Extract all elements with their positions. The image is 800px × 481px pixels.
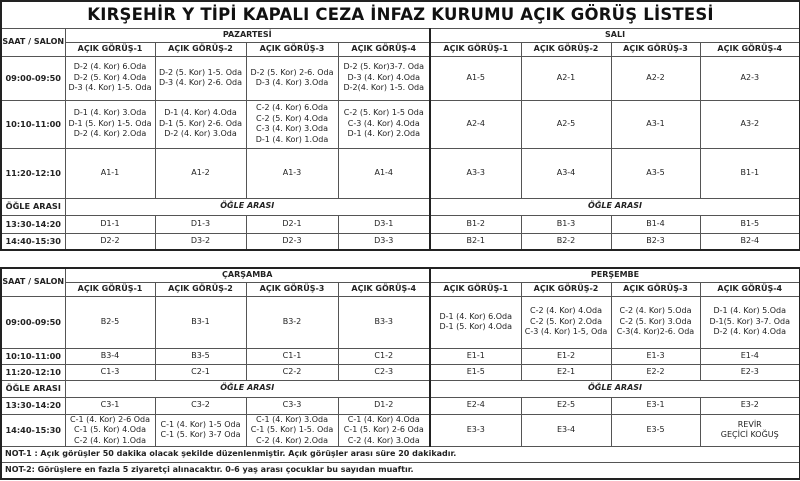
time-slot: 09:00-09:50 xyxy=(1,56,65,100)
schedule-cell xyxy=(430,364,521,380)
schedule-row xyxy=(1,364,800,380)
day-header: ÇARŞAMBA xyxy=(65,268,430,282)
time-slot: 13:30-14:20 xyxy=(1,397,65,414)
schedule-cell xyxy=(611,56,700,100)
schedule-cell xyxy=(521,296,611,348)
schedule-cell xyxy=(65,100,155,148)
room-header: AÇIK GÖRÜŞ-3 xyxy=(246,282,338,296)
cell-line: D2-3 xyxy=(282,236,302,245)
room-header: AÇIK GÖRÜŞ-2 xyxy=(521,42,611,56)
page-title: KIRŞEHİR Y TİPİ KAPALI CEZA İNFAZ KURUMU AÇIK GÖRÜŞ LİSTESİ xyxy=(1,1,800,28)
cell-line: C1-1 xyxy=(282,350,302,360)
cell-line: B2-5 xyxy=(100,316,120,326)
cell-line: E1-3 xyxy=(646,350,665,360)
cell-line: C-1 (5. Kor) 4.Oda xyxy=(73,425,146,434)
cell-line: B3-5 xyxy=(191,350,210,360)
schedule-cell xyxy=(155,414,246,447)
schedule-cell xyxy=(611,414,700,447)
cell-line: C2-1 xyxy=(191,366,210,376)
schedule-cell xyxy=(65,233,155,250)
room-header: AÇIK GÖRÜŞ-1 xyxy=(65,42,155,56)
schedule-cell xyxy=(338,348,430,364)
time-slot: 11:20-12:10 xyxy=(1,364,65,380)
day-header: SALI xyxy=(430,28,800,42)
room-header: AÇIK GÖRÜŞ-1 xyxy=(430,282,521,296)
room-header: AÇIK GÖRÜŞ-3 xyxy=(611,282,700,296)
schedule-cell xyxy=(338,215,430,233)
cell-line: C2-3 xyxy=(374,366,394,376)
schedule-cell xyxy=(246,397,338,414)
room-header-row xyxy=(1,42,800,56)
schedule-cell xyxy=(521,56,611,100)
cell-line: B1-4 xyxy=(646,218,665,228)
schedule-cell xyxy=(246,414,338,447)
schedule-cell xyxy=(430,100,521,148)
cell-line: D-1 (5. Kor) 1-5. Oda xyxy=(68,118,152,128)
cell-line: C-3 (4. Kor) 4.Oda xyxy=(347,118,420,128)
schedule-cell xyxy=(338,364,430,380)
cell-line: A1-3 xyxy=(282,167,302,177)
schedule-cell xyxy=(155,364,246,380)
schedule-cell xyxy=(700,148,800,198)
day-header: PAZARTESİ xyxy=(65,28,430,42)
schedule-cell xyxy=(155,100,246,148)
schedule-cell xyxy=(521,215,611,233)
cell-line: D-2 (4. Kor) 2.Oda xyxy=(73,129,147,139)
schedule-row xyxy=(1,56,800,100)
schedule-cell xyxy=(611,364,700,380)
schedule-cell xyxy=(611,296,700,348)
schedule-cell xyxy=(521,414,611,447)
cell-line: D-3 (4. Kor) 2-6. Oda xyxy=(158,78,243,87)
lunch-row xyxy=(1,198,800,215)
schedule-cell xyxy=(246,364,338,380)
note-row xyxy=(1,463,800,479)
schedule-table-wednesday-thursday xyxy=(0,267,800,480)
schedule-cell xyxy=(338,414,430,447)
cell-line: D-1 (4. Kor) 2.Oda xyxy=(347,129,421,139)
cell-line: D-1 (4. Kor) 6.Oda xyxy=(439,311,513,321)
cell-line: C-1 (4. Kor) 1-5 Oda xyxy=(160,419,241,429)
cell-line: A1-4 xyxy=(374,167,394,177)
cell-line: B1-1 xyxy=(740,167,760,177)
schedule-cell xyxy=(611,233,700,250)
schedule-cell xyxy=(700,414,800,447)
cell-line: B3-4 xyxy=(100,350,120,360)
schedule-cell xyxy=(246,348,338,364)
note-row xyxy=(1,447,800,463)
cell-line: D2-2 xyxy=(100,236,120,245)
title-row xyxy=(1,1,800,28)
cell-line: A3-5 xyxy=(646,167,665,177)
cell-line: D-1 (4. Kor) 3.Oda xyxy=(73,108,147,118)
cell-line: B3-3 xyxy=(374,316,394,326)
schedule-cell xyxy=(155,348,246,364)
schedule-cell xyxy=(430,233,521,250)
day-header-row xyxy=(1,268,800,282)
cell-line: A3-4 xyxy=(556,167,576,177)
cell-line: D-1 (4. Kor) 5.Oda xyxy=(713,306,787,316)
cell-line: A3-2 xyxy=(740,118,760,128)
schedule-row xyxy=(1,414,800,447)
room-header: AÇIK GÖRÜŞ-4 xyxy=(338,42,430,56)
day-header-row xyxy=(1,28,800,42)
cell-line: C-2 (4. Kor) 5.Oda xyxy=(619,306,692,316)
schedule-cell xyxy=(246,215,338,233)
cell-line: A2-5 xyxy=(556,118,576,128)
schedule-cell xyxy=(65,215,155,233)
lunch-label: ÖĞLE ARASI xyxy=(1,198,65,215)
cell-line: E2-3 xyxy=(740,366,759,376)
cell-line: E2-4 xyxy=(466,400,485,410)
time-slot: 13:30-14:20 xyxy=(1,215,65,233)
schedule-row xyxy=(1,296,800,348)
schedule-cell xyxy=(246,148,338,198)
schedule-cell xyxy=(700,233,800,250)
day-header: PERŞEMBE xyxy=(430,268,800,282)
cell-line: B1-3 xyxy=(556,218,576,228)
room-header: AÇIK GÖRÜŞ-3 xyxy=(246,42,338,56)
schedule-cell xyxy=(338,233,430,250)
cell-line: D-1 (5. Kor) 2-6. Oda xyxy=(158,118,243,128)
schedule-cell xyxy=(65,56,155,100)
time-slot: 10:10-11:00 xyxy=(1,100,65,148)
cell-line: C-1 (4. Kor) 3.Oda xyxy=(255,414,328,424)
schedule-cell xyxy=(700,215,800,233)
lunch-break-cell: ÖĞLE ARASI xyxy=(430,198,800,215)
room-header-row xyxy=(1,282,800,296)
cell-line: E3-4 xyxy=(556,425,576,434)
schedule-cell xyxy=(430,414,521,447)
schedule-row xyxy=(1,233,800,250)
time-slot: 11:20-12:10 xyxy=(1,148,65,198)
schedule-row xyxy=(1,100,800,148)
room-header: AÇIK GÖRÜŞ-2 xyxy=(155,42,246,56)
room-header: AÇIK GÖRÜŞ-3 xyxy=(611,42,700,56)
cell-line: C-1 (5. Kor) 1-5. Oda xyxy=(250,425,334,434)
cell-line: B3-2 xyxy=(282,316,302,326)
schedule-cell xyxy=(700,397,800,414)
schedule-cell xyxy=(338,148,430,198)
schedule-cell xyxy=(65,414,155,447)
cell-line: D-2 (4. Kor) 4.Oda xyxy=(713,327,787,337)
room-header: AÇIK GÖRÜŞ-4 xyxy=(700,282,800,296)
lunch-break-cell: ÖĞLE ARASI xyxy=(65,198,430,215)
cell-line: C-2 (4. Kor) 4.Oda xyxy=(529,306,602,316)
cell-line: B1-5 xyxy=(740,218,760,228)
cell-line: D-2 (5. Kor)3-7. Oda xyxy=(343,62,425,72)
lunch-row xyxy=(1,380,800,397)
schedule-cell xyxy=(155,397,246,414)
schedule-cell xyxy=(155,56,246,100)
room-header: AÇIK GÖRÜŞ-1 xyxy=(65,282,155,296)
cell-line: E3-5 xyxy=(646,425,665,434)
cell-line: D1-3 xyxy=(190,218,211,228)
cell-line: D-1 (4. Kor) 1.Oda xyxy=(255,134,329,144)
schedule-cell xyxy=(430,215,521,233)
schedule-cell xyxy=(338,397,430,414)
cell-line: A3-3 xyxy=(466,167,486,177)
cell-line: B2-2 xyxy=(556,236,576,245)
room-header: AÇIK GÖRÜŞ-4 xyxy=(700,42,800,56)
schedule-cell xyxy=(155,148,246,198)
cell-line: B2-1 xyxy=(466,236,486,245)
cell-line: C-2 (5. Kor) 2.Oda xyxy=(529,316,602,326)
cell-line: D2-1 xyxy=(282,218,302,228)
cell-line: E2-1 xyxy=(556,366,576,376)
note-2: NOT-2: Görüşlere en fazla 5 ziyaretçi alınacaktır. 0-6 yaş arası çocuklar bu sayıdan muaftır. xyxy=(1,463,800,479)
schedule-cell xyxy=(521,233,611,250)
cell-line: C-1 (4. Kor) 2-6 Oda xyxy=(70,414,150,424)
cell-line: B3-1 xyxy=(191,316,210,326)
cell-line: C-1 (4. Kor) 4.Oda xyxy=(347,414,420,424)
room-header: AÇIK GÖRÜŞ-1 xyxy=(430,42,521,56)
schedule-row xyxy=(1,397,800,414)
schedule-cell xyxy=(338,56,430,100)
cell-line: A3-1 xyxy=(646,118,665,128)
time-slot: 14:40-15:30 xyxy=(1,233,65,250)
schedule-cell xyxy=(155,215,246,233)
schedule-cell xyxy=(700,348,800,364)
time-slot: 09:00-09:50 xyxy=(1,296,65,348)
cell-line: D1-1 xyxy=(100,218,120,228)
cell-line: D-2 (4. Kor) 3.Oda xyxy=(164,129,237,139)
note-1: NOT-1 : Açık görüşler 50 dakika olacak şekilde düzenlenmiştir. Açık görüşler arası süre 20 dakikadır. xyxy=(1,447,800,463)
cell-line: C2-2 xyxy=(282,366,302,376)
cell-line: E3-2 xyxy=(740,400,759,410)
saat-salon-header: SAAT / SALON xyxy=(1,268,65,296)
cell-line: A1-5 xyxy=(466,72,486,82)
saat-salon-header: SAAT / SALON xyxy=(1,28,65,56)
cell-line: D-2 (5. Kor) 1-5. Oda xyxy=(158,67,243,77)
schedule-cell xyxy=(521,364,611,380)
cell-line: B2-4 xyxy=(740,236,760,245)
cell-line: C-2 (5. Kor) 4.Oda xyxy=(255,113,328,123)
cell-line: E1-1 xyxy=(466,350,485,360)
cell-line: E1-2 xyxy=(556,350,576,360)
schedule-cell xyxy=(611,215,700,233)
schedule-cell xyxy=(700,296,800,348)
cell-line: C-2 (4. Kor) 2.Oda xyxy=(255,435,328,445)
room-header: AÇIK GÖRÜŞ-2 xyxy=(521,282,611,296)
room-header: AÇIK GÖRÜŞ-4 xyxy=(338,282,430,296)
lunch-break-cell: ÖĞLE ARASI xyxy=(430,380,800,397)
cell-line: C-2 (4. Kor) 3.Oda xyxy=(347,435,420,445)
time-slot: 14:40-15:30 xyxy=(1,414,65,447)
schedule-cell xyxy=(521,148,611,198)
cell-line: D-2 (4. Kor) 6.Oda xyxy=(73,62,147,72)
cell-line: A2-1 xyxy=(556,72,576,82)
schedule-cell xyxy=(521,348,611,364)
cell-line: E2-5 xyxy=(556,400,576,410)
schedule-cell xyxy=(700,364,800,380)
schedule-cell xyxy=(65,348,155,364)
schedule-cell xyxy=(65,364,155,380)
cell-line: C-3(4. Kor)2-6. Oda xyxy=(616,327,695,337)
cell-line: REVİR xyxy=(737,419,762,429)
cell-line: A1-2 xyxy=(191,167,210,177)
cell-line: C-3 (4. Kor) 1-5, Oda xyxy=(524,327,608,337)
schedule-cell xyxy=(338,100,430,148)
cell-line: A1-1 xyxy=(100,167,120,177)
cell-line: C1-2 xyxy=(374,350,394,360)
cell-line: D1-2 xyxy=(374,400,394,410)
schedule-cell xyxy=(430,56,521,100)
cell-line: B2-3 xyxy=(646,236,665,245)
schedule-cell xyxy=(65,296,155,348)
cell-line: A2-2 xyxy=(646,72,665,82)
schedule-cell xyxy=(430,397,521,414)
schedule-cell xyxy=(611,148,700,198)
schedule-cell xyxy=(155,233,246,250)
cell-line: A2-4 xyxy=(466,118,486,128)
time-slot: 10:10-11:00 xyxy=(1,348,65,364)
cell-line: D-2(4. Kor) 1-5. Oda xyxy=(343,83,425,93)
cell-line: E1-5 xyxy=(466,366,485,376)
schedule-cell xyxy=(611,100,700,148)
cell-line: A2-3 xyxy=(740,72,760,82)
cell-line: C-1 (5. Kor) 2-6 Oda xyxy=(343,425,424,434)
cell-line: D-3 (4. Kor) 3.Oda xyxy=(255,78,329,87)
schedule-cell xyxy=(521,100,611,148)
lunch-break-cell: ÖĞLE ARASI xyxy=(65,380,430,397)
schedule-cell xyxy=(521,397,611,414)
cell-line: D3-1 xyxy=(374,218,394,228)
cell-line: C-2 (5. Kor) 3.Oda xyxy=(619,316,692,326)
schedule-cell xyxy=(246,233,338,250)
cell-line: D-1(5. Kor) 3-7. Oda xyxy=(709,316,791,326)
cell-line: D-1 (5. Kor) 4.Oda xyxy=(439,322,513,331)
schedule-cell xyxy=(65,148,155,198)
schedule-cell xyxy=(430,296,521,348)
cell-line: D-2 (5. Kor) 2-6. Oda xyxy=(250,67,334,77)
cell-line: D3-3 xyxy=(374,236,394,245)
schedule-cell xyxy=(700,56,800,100)
cell-line: C3-3 xyxy=(282,400,302,410)
cell-line: GEÇİCİ KOĞUŞ xyxy=(720,430,779,440)
schedule-cell xyxy=(246,100,338,148)
cell-line: C-2 (5. Kor) 1-5 Oda xyxy=(343,108,424,118)
schedule-cell xyxy=(246,296,338,348)
schedule-cell xyxy=(611,348,700,364)
cell-line: C1-3 xyxy=(100,366,120,376)
cell-line: D3-2 xyxy=(190,236,211,245)
schedule-row xyxy=(1,348,800,364)
schedule-cell xyxy=(338,296,430,348)
cell-line: C-2 (4. Kor) 6.Oda xyxy=(255,103,328,112)
schedule-cell xyxy=(700,100,800,148)
schedule-cell xyxy=(430,148,521,198)
cell-line: C3-1 xyxy=(100,400,120,410)
cell-line: B1-2 xyxy=(466,218,486,228)
cell-line: E3-1 xyxy=(646,400,665,410)
schedule-cell xyxy=(155,296,246,348)
cell-line: C-3 (4. Kor) 3.Oda xyxy=(255,124,328,133)
schedule-row xyxy=(1,215,800,233)
cell-line: E1-4 xyxy=(740,350,759,360)
cell-line: E3-3 xyxy=(466,425,485,434)
cell-line: C-1 (5. Kor) 3-7 Oda xyxy=(160,430,241,440)
schedule-row xyxy=(1,148,800,198)
cell-line: C-2 (4. Kor) 1.Oda xyxy=(73,435,146,445)
schedule-cell xyxy=(65,397,155,414)
schedule-cell xyxy=(611,397,700,414)
cell-line: E2-2 xyxy=(646,366,665,376)
cell-line: D-1 (4. Kor) 4.Oda xyxy=(164,108,237,118)
schedule-cell xyxy=(246,56,338,100)
schedule-cell xyxy=(430,348,521,364)
lunch-label: ÖĞLE ARASI xyxy=(1,380,65,397)
cell-line: D-3 (4. Kor) 1-5. Oda xyxy=(68,83,152,93)
cell-line: D-2 (5. Kor) 4.Oda xyxy=(73,72,147,82)
cell-line: C3-2 xyxy=(191,400,210,410)
room-header: AÇIK GÖRÜŞ-2 xyxy=(155,282,246,296)
cell-line: D-3 (4. Kor) 4.Oda xyxy=(347,72,421,82)
